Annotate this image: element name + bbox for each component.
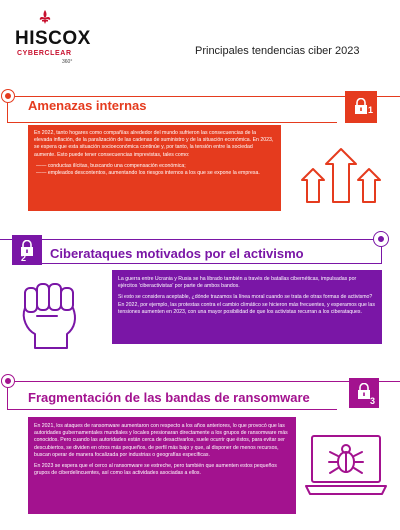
section-1-bullet: —— empleados descontentos, aumentando los riesgos internos a los que se expone la empresa. — [36, 170, 260, 177]
section-2-right-rule — [381, 247, 382, 263]
section-1-ring-inner — [5, 93, 11, 99]
lock-icon — [357, 383, 371, 400]
brand-suffix: 360° — [62, 59, 73, 65]
section-1-title: Amenazas internas — [28, 98, 147, 113]
brand-name: HISCOX — [15, 28, 91, 49]
section-2-paragraph: La guerra entre Ucrania y Rusia se ha librado también a través de batallas cibernéticas, impulsadas por ejércitos 'ciberactivistas' por parte de ambos bandos. — [118, 276, 357, 290]
section-1-number: 1 — [368, 105, 374, 115]
lock-icon — [354, 98, 368, 115]
fleur-de-lis-icon — [38, 10, 52, 24]
trend-arrows-icon — [296, 140, 386, 208]
raised-fist-icon — [17, 272, 87, 352]
section-2-paragraph: Si esto se considera aceptable, ¿dónde trazamos la línea moral cuando se trata de otras formas de activismo? En 2022, por ejemplo, las protestas contra el cambio climático se hicieron más frecuentes, y esperamos que las tensiones aumenten en 2023, con una mayor posibilidad de que los activistas recurran a los ciberataques. — [118, 294, 375, 315]
section-3-top-rule — [15, 381, 400, 382]
section-2-ring-inner — [378, 236, 384, 242]
brand-product: CYBERCLEAR — [17, 50, 72, 57]
section-3-paragraph: En 2021, los ataques de ransomware aumentaron con respecto a los años anteriores, lo que provocó que las autoridades gubernamentales mundiales y locales presionaran directamente a los grupos de ransomware más conocidos. Pero cuando las autoridades están cerca de desactivarlos, suele ocurrir que éstos, para evitar ser descubiertos, se dividen en otros más pequeños, de perfil más bajo y que, al disponer de menos recursos, buscan operar de manera focalizada por industrias o geografías específicas. — [34, 423, 288, 458]
section-2-top-rule — [0, 239, 373, 240]
section-2-text-box — [112, 270, 382, 344]
section-1-text-box — [28, 125, 281, 211]
section-3-paragraph: En 2023 se espera que el cerco al ransomware se estreche, pero también que aumenten estos pequeños grupos de ciberdelincuentes, así como las actividades asociadas a ellos. — [34, 463, 277, 477]
section-2-number: 2 — [21, 253, 27, 263]
section-2-title: Ciberataques motivados por el activismo — [50, 246, 304, 261]
section-3-title-rule — [7, 409, 337, 410]
section-3-title: Fragmentación de las bandas de ransomware — [28, 390, 310, 405]
section-3-left-rule — [7, 388, 8, 409]
laptop-bug-icon — [304, 430, 388, 504]
section-1-top-rule — [15, 96, 400, 97]
section-3-text-box — [28, 417, 296, 514]
section-1-left-rule — [7, 103, 8, 123]
page-title: Principales tendencias ciber 2023 — [195, 45, 360, 57]
section-2-title-rule — [42, 263, 382, 264]
section-1-title-rule — [7, 122, 337, 123]
section-3-ring-inner — [5, 378, 11, 384]
section-2-badge — [12, 235, 42, 265]
section-1-paragraph: En 2022, tanto hogares como compañías alrededor del mundo sufrieron las consecuencias de la elevada inflación, de la paralización de las cadenas de suministro y de la situación económica. En 2023, se espera que esta situación socioeconómica continúe y, por tanto, la tensión entre la sociedad aumente. Esto puede tener consecuencias imprevistas, tales como: — [34, 130, 274, 158]
section-3-number: 3 — [370, 396, 376, 406]
section-1-bullet: —— conductas ilícitas, buscando una compensación económica; — [36, 162, 186, 169]
